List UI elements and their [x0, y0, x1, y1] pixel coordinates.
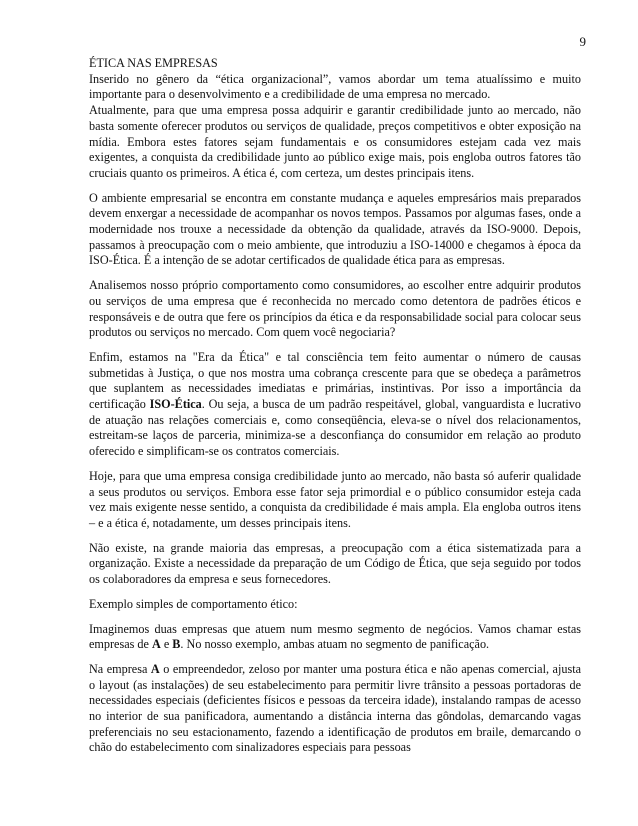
- section-heading: ÉTICA NAS EMPRESAS: [89, 56, 218, 70]
- paragraph-example-title: Exemplo simples de comportamento ético:: [89, 596, 298, 611]
- paragraph-business-environment: O ambiente empresarial se encontra em constante mudança e aqueles empresários mais preparados devem enxergar a necessidade de acompanhar os novos tempos. Passamos por algumas fases, onde a modernidade nos trouxe a necessidade da obtenção da qualidade, através da ISO-9000. Depois, passamos à preocupação com o meio ambiente, que introduziu a ISO-14000 e chegamos à época da ISO-Ética. É a intenção de se adotar certificados de qualidade ética para as empresas.: [89, 190, 581, 268]
- paragraph-era-of-ethics: [89, 350, 581, 460]
- paragraph-today: Hoje, para que uma empresa consiga credibilidade junto ao mercado, não basta só auferir qualidade a seus produtos ou serviços. Embora esse fator seja primordial e o público consumidor esteja cada vez mais exigente nesse sentido, a conquista da credibilidade é mais ampla. Ela engloba outros itens – e a ética é, notadamente, um desses principais itens.: [89, 468, 581, 530]
- company-b-label: B: [172, 637, 181, 652]
- iso-etica-term: ISO-Ética: [149, 397, 202, 412]
- company-a-label: A: [151, 637, 161, 652]
- companies-text-before: Imaginemos duas empresas que atuem num mesmo segmento de negócios. Vamos chamar estas empresas de: [89, 621, 581, 652]
- paragraph-code-of-ethics: Não existe, na grande maioria das empresas, a preocupação com a ética sistematizada para a organização. Existe a necessidade da preparação de um Código de Ética, que seja seguido por todos os colaboradores da empresa e seus fornecedores.: [89, 540, 581, 587]
- era-text-after: . Ou seja, a busca de um padrão respeitável, global, vanguardista e lucrativo de atuação nas relações comerciais e, como conseqüência, eleva-se o nível dos relacionamentos, estreitam-se laços de parceria, minimiza-se a desconfiança do consumidor em relação ao produto oferecido e simplificam-se os contratos comerciais.: [89, 397, 581, 459]
- paragraph-company-a: [89, 662, 581, 756]
- document-body: [89, 56, 581, 756]
- companies-text-mid: e: [160, 637, 173, 652]
- company-a-text-before: Na empresa: [89, 661, 151, 676]
- paragraph-consumer-behavior: Analisemos nosso próprio comportamento como consumidores, ao escolher entre adquirir produtos ou serviços de uma empresa que é reconhecida no mercado como detentora de padrões éticos e responsáveis e de outra que fere os princípios da ética e da responsabilidade social para colocar seus produtos ou serviços no mercado. Com quem você negociaria?: [89, 278, 581, 340]
- company-a-text-after: o empreendedor, zeloso por manter uma postura ética e não apenas comercial, ajusta o layout (as instalações) de seu estabelecimento para permitir livre trânsito a pessoas portadoras de necessidades especiais (deficientes físicos e pessoas da terceira idade), instalando rampas de acesso no interior de sua panificadora, aumentando a distância interna das gôndolas, demarcando vagas preferenciais no seu estacionamento, fazendo a identificação de produtos em braile, demarcando o chão do estabelecimento com sinalizadores especiais para pessoas: [89, 661, 581, 755]
- page-number: 9: [579, 34, 586, 49]
- companies-text-after: . No nosso exemplo, ambas atuam no segmento de panificação.: [180, 637, 490, 652]
- paragraph-two-companies: [89, 622, 581, 653]
- paragraph-credibility: Atualmente, para que uma empresa possa adquirir e garantir credibilidade junto ao mercado, não basta somente oferecer produtos ou serviços de qualidade, preços competitivos e obter exposição na mídia. Embora estes fatores sejam fundamentais e os consumidores estejam cada vez mais exigentes, a conquista da credibilidade junto ao público exige mais, pois engloba outros fatores tão cruciais quanto os primeiros. A ética é, com certeza, um destes principais itens.: [89, 103, 581, 180]
- paragraph-intro: Inserido no gênero da “ética organizacional”, vamos abordar um tema atualíssimo e muito importante para o desenvolvimento e a credibilidade de uma empresa no mercado.: [89, 71, 581, 102]
- era-text-before: Enfim, estamos na "Era da Ética" e tal consciência tem feito aumentar o número de causas submetidas à Justiça, o que nos mostra uma cobrança crescente para que se obedeça a parâmetros que suplantem as necessidades imediatas e primárias, instintivas. Por isso a importância da certificação: [89, 349, 581, 412]
- company-a-emphasis: A: [150, 661, 160, 676]
